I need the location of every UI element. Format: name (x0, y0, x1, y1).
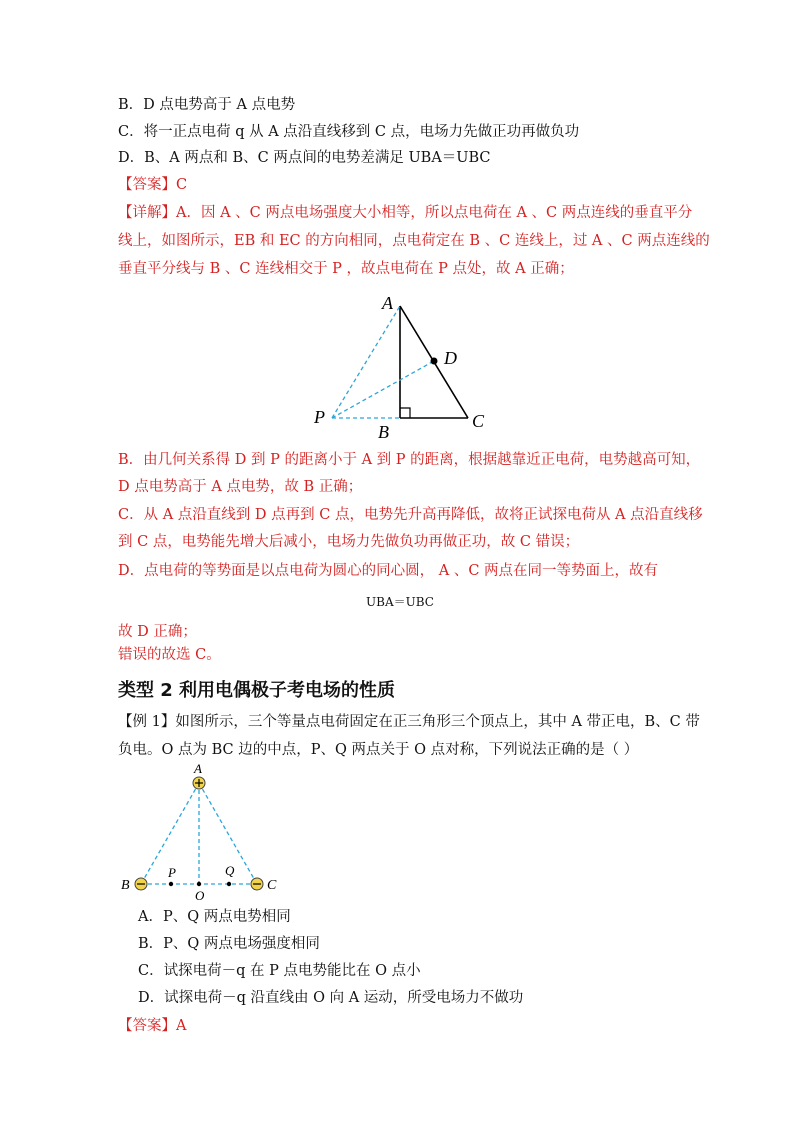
label-q: Q (225, 863, 235, 878)
example-option-a: A．P、Q 两点电势相同 (138, 909, 291, 925)
dash-pd (332, 361, 434, 418)
analysis-b-2: D 点电势高于 A 点电势，故 B 正确； (118, 479, 363, 495)
label-a: A (382, 293, 393, 313)
label-b: B (121, 878, 130, 893)
point-q (227, 882, 231, 886)
example-stem-1: 【例 1】如图所示，三个等量点电荷固定在正三角形三个顶点上，其中 A 带正电，B、C 带 (118, 714, 700, 730)
analysis-c-2: 到 C 点，电势能先增大后减小，电场力先做负功再做正功，故 C 错误； (118, 534, 580, 550)
positive-charge-a (193, 777, 205, 789)
example-answer (118, 1016, 186, 1036)
option-c: C．将一正点电荷 q 从 A 点沿直线移到 C 点，电场力先做正功再做负功 (118, 124, 580, 140)
example-option-c: C．试探电荷－q 在 P 点电势能比在 O 点小 (138, 963, 421, 979)
point-p (169, 882, 173, 886)
detail-line-2: 线上，如图所示，EB 和 EC 的方向相同，点电荷定在 B 、C 连线上，过 A 、C 两点连线的 (118, 233, 710, 249)
negative-charge-b (135, 878, 147, 890)
point-o (197, 882, 201, 886)
label-p: P (314, 407, 325, 427)
dash-pa (332, 306, 400, 418)
label-c: C (472, 411, 485, 431)
label-c: C (267, 878, 277, 893)
label-p: P (168, 865, 176, 880)
option-b: B．D 点电势高于 A 点电势 (118, 97, 296, 113)
label-d: D (444, 348, 457, 368)
final-answer: 错误的故选 C。 (118, 647, 221, 663)
option-d: D．B、A 两点和 B、C 两点间的电势差满足 UBA＝UBC (118, 150, 491, 166)
example-option-d: D．试探电荷－q 沿直线由 O 向 A 运动，所受电场力不做功 (138, 990, 524, 1006)
example-stem-2: 负电。O 点为 BC 边的中点，P、Q 两点关于 O 点对称，下列说法正确的是（ ） (118, 742, 639, 758)
analysis-d-conclusion: 故 D 正确； (118, 624, 197, 640)
negative-charge-c (251, 878, 263, 890)
answer-1 (118, 175, 187, 195)
charge-triangle-figure (115, 760, 290, 900)
section-title: 类型 2 利用电偶极子考电场的性质 (118, 680, 396, 701)
detail-line-1: 【详解】A．因 A 、C 两点电场强度大小相等，所以点电荷在 A 、C 两点连线的垂直平分 (118, 205, 693, 221)
formula-uba-ubc: UBA＝UBC (366, 595, 434, 609)
answer-label: 【答案】 (118, 177, 176, 193)
point-d (431, 358, 438, 365)
answer-value: C (176, 177, 188, 193)
label-b: B (378, 422, 389, 442)
example-option-b: B．P、Q 两点电场强度相同 (138, 936, 320, 952)
triangle-figure (310, 292, 500, 442)
detail-line-3: 垂直平分线与 B 、C 连线相交于 P ，故点电荷在 P 点处，故 A 正确； (118, 261, 574, 277)
example-answer-value: A (176, 1018, 187, 1034)
example-answer-label: 【答案】 (118, 1018, 176, 1034)
right-angle-mark (400, 408, 410, 418)
label-a: A (194, 761, 202, 776)
analysis-b-1: B．由几何关系得 D 到 P 的距离小于 A 到 P 的距离，根据越靠近正电荷，电势越高可知， (118, 452, 701, 468)
analysis-d-1: D．点电荷的等势面是以点电荷为圆心的同心圆， A 、C 两点在同一等势面上，故有 (118, 563, 659, 579)
label-o: O (195, 888, 205, 900)
analysis-c-1: C．从 A 点沿直线到 D 点再到 C 点，电势先升高再降低，故将正试探电荷从 A 点沿直线移 (118, 507, 703, 523)
